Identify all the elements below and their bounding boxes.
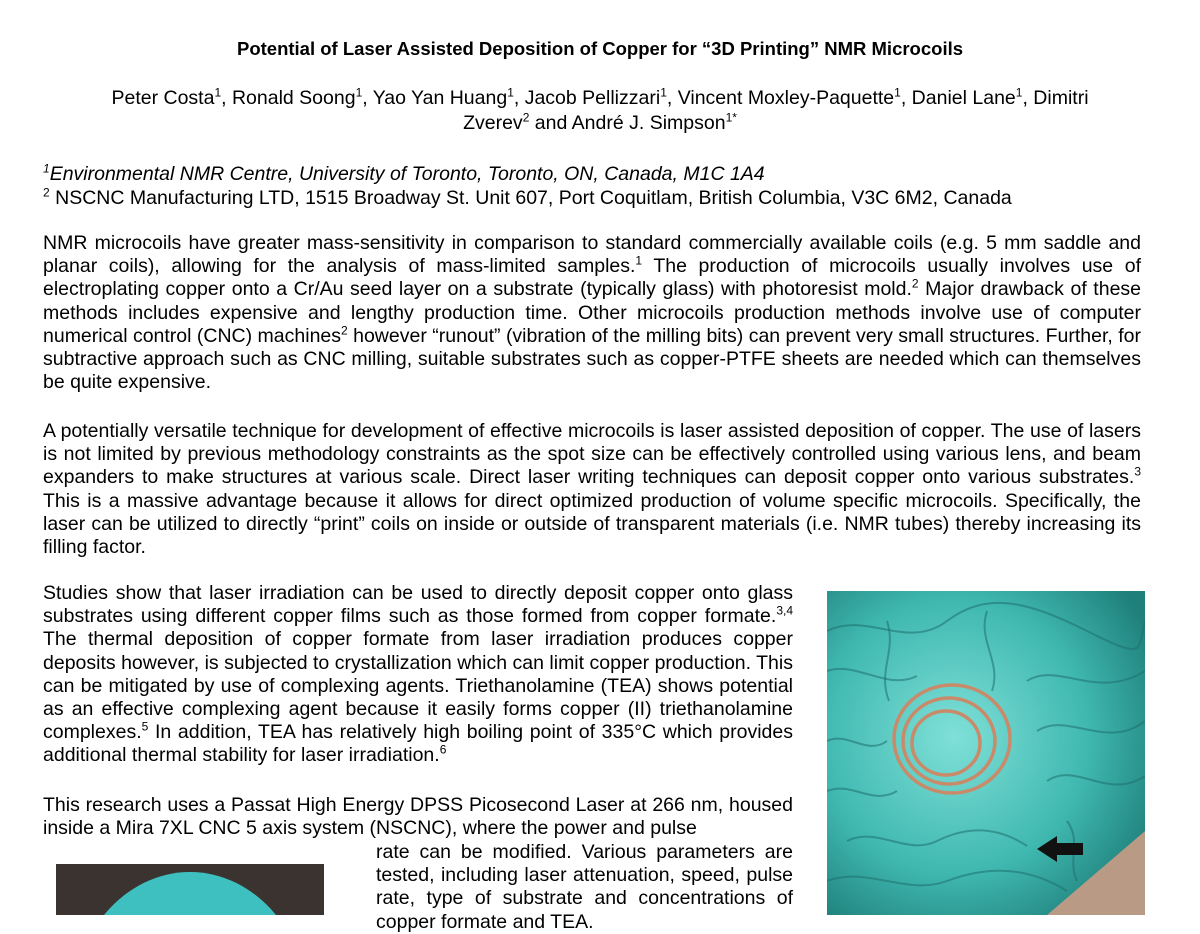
- author-name: Peter Costa: [111, 87, 215, 109]
- microcoil-photo: [827, 591, 1145, 915]
- author-name: , Yao Yan Huang: [362, 87, 508, 109]
- citation-marker: 3,4: [776, 603, 793, 618]
- citation-marker: 2: [911, 276, 919, 291]
- citation-marker: 5: [141, 719, 149, 734]
- body-paragraph-4-continued: rate can be modified. Various parameters are tested, including laser attenuation, speed, pulse rate, type of substrate and concentrations of copper formate and TEA.: [376, 841, 793, 933]
- author-affiliation-marker: 1: [660, 85, 667, 100]
- citation-marker: 2: [341, 323, 348, 338]
- paragraph-text: A potentially versatile technique for development of effective microcoils is laser assisted deposition of copper. The use of lasers is not limited by previous methodology constraints as the spot size can be effectively controlled using various lens, and beam expanders to make structures at various scale. Direct laser writing techniques can deposit copper onto various substrates.: [43, 420, 1141, 489]
- paragraph-text: however “runout” (vibration of the milling bits) can prevent very small structures. Further, for subtractive approach such as CNC milling, suitable substrates such as copper-PTFE sheets are needed which can themselves be quite expensive.: [43, 324, 1142, 394]
- citation-marker: 1: [635, 253, 643, 268]
- author-line-1: [60, 86, 1140, 111]
- paragraph-text: The production of microcoils usually involves use of electroplating copper onto a Cr/Au seed layer on a substrate (typically glass) with photoresist mold.: [43, 255, 1141, 301]
- author-affiliation-marker: 1: [894, 85, 901, 100]
- affiliation-text: NSCNC Manufacturing LTD, 1515 Broadway St. Unit 607, Port Coquitlam, British Columbia, V3C 6M2, Canada: [49, 187, 1012, 209]
- author-affiliation-marker: 1*: [725, 110, 737, 125]
- paragraph-text: Studies show that laser irradiation can be used to directly deposit copper onto glass substrates using different copper films such as those formed from copper formate.: [43, 582, 793, 628]
- paragraph-text: NMR microcoils have greater mass-sensitivity in comparison to standard commercially available coils (e.g. 5 mm saddle and planar coils), allowing for the analysis of mass-limited samples.: [43, 232, 1141, 278]
- paper-title: Potential of Laser Assisted Deposition of Copper for “3D Printing” NMR Microcoils: [236, 38, 964, 59]
- paragraph-text: Major drawback of these methods includes expensive and lengthy production time. Other microcoils production methods involve use of computer numerical control (CNC) machines: [43, 278, 1142, 347]
- paragraph-text: In addition, TEA has relatively high boiling point of 335°C which provides additional thermal stability for laser irradiation.: [43, 721, 793, 767]
- paragraph-text: The thermal deposition of copper formate from laser irradiation produces copper deposits however, is subjected to crystallization which can limit copper production. This can be mitigated by use of complexing agents. Triethanolamine (TEA) shows potential as an effective complexing agent because it easily forms copper (II) triethanolamine complexes.: [43, 628, 793, 744]
- author-name: , Jacob Pellizzari: [513, 87, 661, 109]
- author-name: , Vincent Moxley-Paquette: [666, 87, 895, 109]
- author-name: , Dimitri: [1022, 87, 1089, 109]
- body-paragraph-2: [43, 420, 1141, 559]
- author-list: [60, 86, 1140, 136]
- citation-marker: 3: [1134, 464, 1141, 479]
- affiliation-text: Environmental NMR Centre, University of Toronto, Toronto, ON, Canada, M1C 1A4: [49, 163, 765, 185]
- author-name: and André J. Simpson: [529, 112, 726, 134]
- citation-marker: 6: [439, 742, 447, 757]
- affiliation-2: [43, 186, 1153, 210]
- author-affiliation-marker: 1: [355, 85, 363, 100]
- author-name: , Daniel Lane: [900, 87, 1016, 109]
- author-line-2: [60, 111, 1140, 136]
- affiliation-1: [43, 162, 1153, 186]
- author-affiliation-marker: 1: [214, 85, 222, 100]
- body-paragraph-1: [43, 232, 1141, 394]
- author-name: Zverev: [463, 112, 523, 134]
- affiliation-marker: 2: [43, 185, 50, 200]
- author-affiliation-marker: 1: [1015, 85, 1023, 100]
- author-affiliation-marker: 2: [522, 110, 530, 125]
- body-paragraph-3: [43, 582, 793, 768]
- affiliation-list: [43, 162, 1153, 210]
- paragraph-text: This is a massive advantage because it allows for direct optimized production of volume specific microcoils. Specifically, the laser can be utilized to directly “print” coils on inside or outside of transparent materials (i.e. NMR tubes) thereby increasing its filling factor.: [43, 489, 1141, 559]
- author-name: , Ronald Soong: [221, 87, 356, 109]
- body-paragraph-4: This research uses a Passat High Energy DPSS Picosecond Laser at 266 nm, housed inside a Mira 7XL CNC 5 axis system (NSCNC), where the power and pulse: [43, 794, 793, 840]
- author-affiliation-marker: 1: [507, 85, 514, 100]
- affiliation-marker: 1: [43, 161, 50, 176]
- sample-disc-photo: [56, 864, 324, 915]
